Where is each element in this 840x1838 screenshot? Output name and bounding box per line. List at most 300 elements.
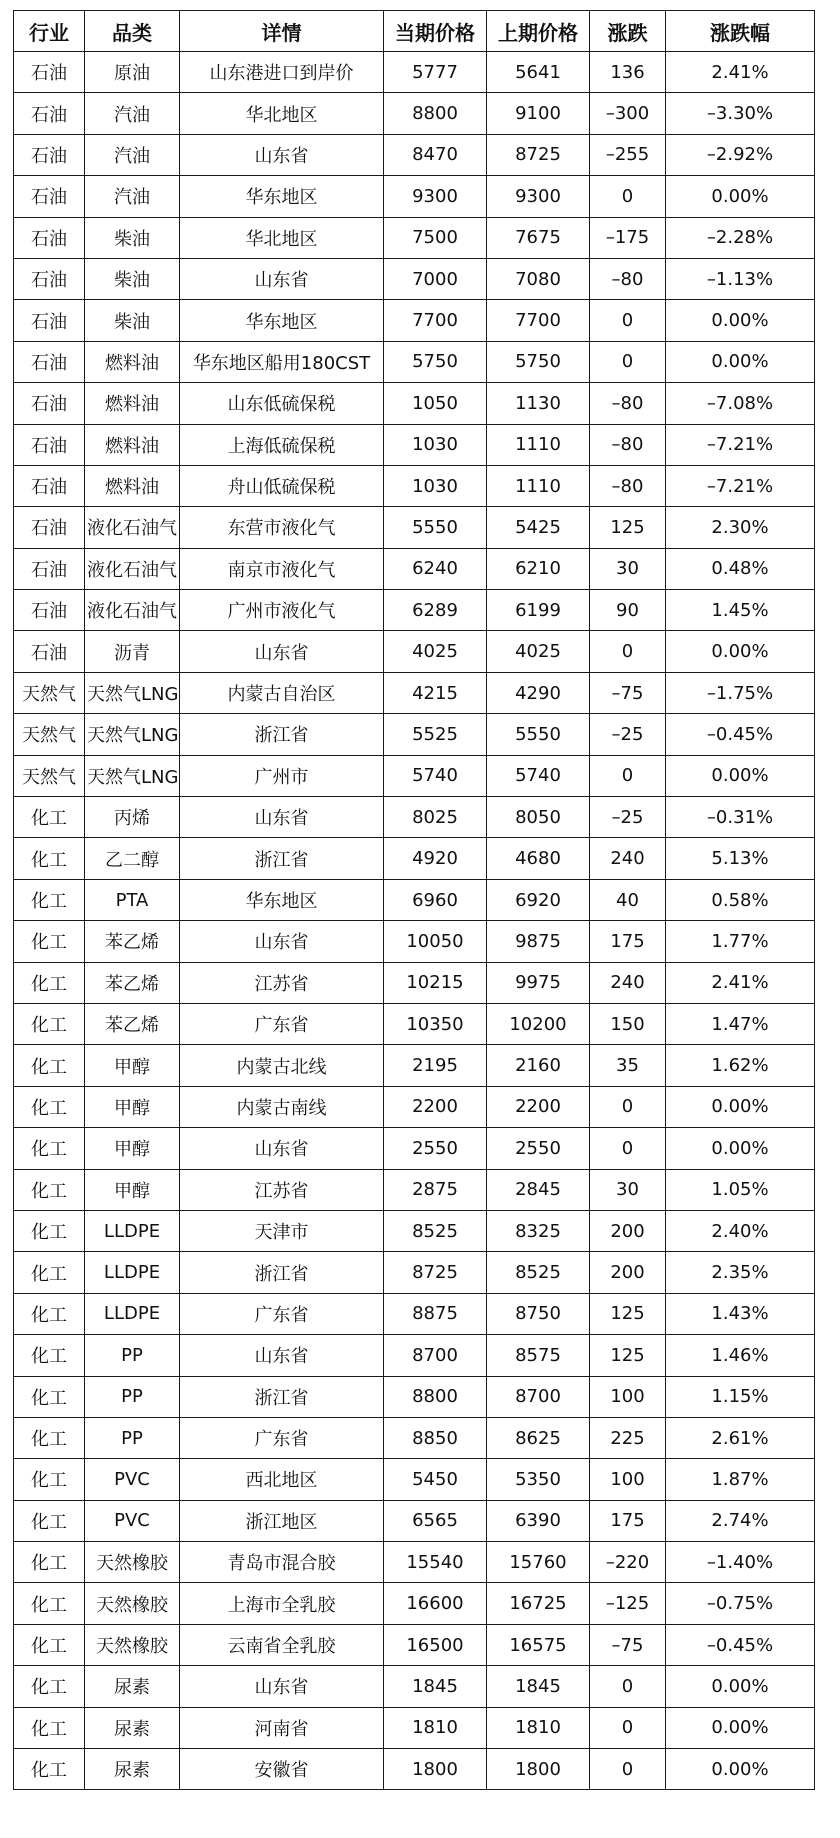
industry-cell: 化工: [14, 1003, 85, 1044]
current-price-cell: 10215: [384, 962, 487, 1003]
previous-price-cell: 7700: [487, 300, 590, 341]
category-cell: PP: [85, 1335, 180, 1376]
header-category: 品类: [85, 11, 180, 52]
change-cell: 0: [590, 176, 666, 217]
current-price-cell: 5550: [384, 507, 487, 548]
table-row: [14, 424, 815, 465]
change-cell: –80: [590, 258, 666, 299]
header-change-pct: 涨跌幅: [666, 11, 815, 52]
table-row: [14, 1128, 815, 1169]
category-cell: PVC: [85, 1500, 180, 1541]
table-row: [14, 1459, 815, 1500]
header-row: [14, 11, 815, 52]
current-price-cell: 1030: [384, 465, 487, 506]
previous-price-cell: 8525: [487, 1252, 590, 1293]
current-price-cell: 1845: [384, 1666, 487, 1707]
category-cell: 柴油: [85, 300, 180, 341]
category-cell: 液化石油气: [85, 590, 180, 631]
change-cell: 175: [590, 1500, 666, 1541]
table-row: [14, 1542, 815, 1583]
category-cell: 燃料油: [85, 341, 180, 382]
table-row: [14, 1707, 815, 1748]
current-price-cell: 7700: [384, 300, 487, 341]
category-cell: 天然气LNG: [85, 672, 180, 713]
detail-cell: 广东省: [180, 1003, 384, 1044]
previous-price-cell: 5750: [487, 341, 590, 382]
category-cell: PP: [85, 1376, 180, 1417]
previous-price-cell: 8050: [487, 797, 590, 838]
change-cell: 0: [590, 1707, 666, 1748]
change-pct-cell: 2.41%: [666, 52, 815, 93]
detail-cell: 内蒙古北线: [180, 1045, 384, 1086]
previous-price-cell: 1110: [487, 424, 590, 465]
current-price-cell: 6960: [384, 879, 487, 920]
current-price-cell: 6289: [384, 590, 487, 631]
category-cell: 原油: [85, 52, 180, 93]
industry-cell: 石油: [14, 383, 85, 424]
change-pct-cell: –1.75%: [666, 672, 815, 713]
category-cell: 燃料油: [85, 465, 180, 506]
current-price-cell: 8800: [384, 93, 487, 134]
change-pct-cell: –0.45%: [666, 1624, 815, 1665]
detail-cell: 浙江省: [180, 838, 384, 879]
table-row: [14, 93, 815, 134]
table-row: [14, 1583, 815, 1624]
header-current-price: 当期价格: [384, 11, 487, 52]
header-detail: 详情: [180, 11, 384, 52]
previous-price-cell: 16575: [487, 1624, 590, 1665]
change-cell: –80: [590, 465, 666, 506]
change-pct-cell: 1.45%: [666, 590, 815, 631]
change-pct-cell: 2.61%: [666, 1417, 815, 1458]
industry-cell: 化工: [14, 1045, 85, 1086]
industry-cell: 化工: [14, 797, 85, 838]
current-price-cell: 5750: [384, 341, 487, 382]
previous-price-cell: 2845: [487, 1169, 590, 1210]
detail-cell: 华东地区: [180, 300, 384, 341]
header-industry: 行业: [14, 11, 85, 52]
previous-price-cell: 9300: [487, 176, 590, 217]
current-price-cell: 6565: [384, 1500, 487, 1541]
previous-price-cell: 5550: [487, 714, 590, 755]
industry-cell: 化工: [14, 1169, 85, 1210]
change-pct-cell: 0.00%: [666, 176, 815, 217]
change-pct-cell: 1.15%: [666, 1376, 815, 1417]
change-cell: 240: [590, 962, 666, 1003]
detail-cell: 山东省: [180, 258, 384, 299]
detail-cell: 浙江省: [180, 1252, 384, 1293]
previous-price-cell: 8625: [487, 1417, 590, 1458]
previous-price-cell: 5425: [487, 507, 590, 548]
previous-price-cell: 1800: [487, 1749, 590, 1790]
industry-cell: 天然气: [14, 672, 85, 713]
change-pct-cell: 1.47%: [666, 1003, 815, 1044]
detail-cell: 广东省: [180, 1293, 384, 1334]
previous-price-cell: 10200: [487, 1003, 590, 1044]
previous-price-cell: 7675: [487, 217, 590, 258]
industry-cell: 石油: [14, 217, 85, 258]
detail-cell: 华东地区船用180CST: [180, 341, 384, 382]
current-price-cell: 9300: [384, 176, 487, 217]
change-cell: –80: [590, 383, 666, 424]
industry-cell: 石油: [14, 300, 85, 341]
change-pct-cell: –1.13%: [666, 258, 815, 299]
change-cell: 150: [590, 1003, 666, 1044]
change-pct-cell: –0.31%: [666, 797, 815, 838]
detail-cell: 华北地区: [180, 93, 384, 134]
current-price-cell: 6240: [384, 548, 487, 589]
current-price-cell: 5740: [384, 755, 487, 796]
change-cell: 100: [590, 1459, 666, 1500]
header-previous-price: 上期价格: [487, 11, 590, 52]
table-row: [14, 962, 815, 1003]
current-price-cell: 8700: [384, 1335, 487, 1376]
change-cell: 0: [590, 1666, 666, 1707]
industry-cell: 石油: [14, 93, 85, 134]
category-cell: 天然气LNG: [85, 755, 180, 796]
category-cell: 甲醇: [85, 1128, 180, 1169]
current-price-cell: 1810: [384, 1707, 487, 1748]
current-price-cell: 8525: [384, 1210, 487, 1251]
industry-cell: 化工: [14, 1542, 85, 1583]
current-price-cell: 8725: [384, 1252, 487, 1293]
detail-cell: 山东省: [180, 1128, 384, 1169]
detail-cell: 云南省全乳胶: [180, 1624, 384, 1665]
previous-price-cell: 5740: [487, 755, 590, 796]
category-cell: PVC: [85, 1459, 180, 1500]
detail-cell: 广州市: [180, 755, 384, 796]
current-price-cell: 8875: [384, 1293, 487, 1334]
previous-price-cell: 2550: [487, 1128, 590, 1169]
table-row: [14, 1749, 815, 1790]
change-cell: 35: [590, 1045, 666, 1086]
change-cell: 0: [590, 1128, 666, 1169]
category-cell: 汽油: [85, 134, 180, 175]
change-pct-cell: –0.45%: [666, 714, 815, 755]
change-cell: –220: [590, 1542, 666, 1583]
table-row: [14, 507, 815, 548]
category-cell: 液化石油气: [85, 548, 180, 589]
detail-cell: 广东省: [180, 1417, 384, 1458]
previous-price-cell: 2200: [487, 1086, 590, 1127]
change-pct-cell: –2.28%: [666, 217, 815, 258]
previous-price-cell: 8325: [487, 1210, 590, 1251]
current-price-cell: 16600: [384, 1583, 487, 1624]
change-cell: 136: [590, 52, 666, 93]
change-pct-cell: –7.08%: [666, 383, 815, 424]
detail-cell: 内蒙古自治区: [180, 672, 384, 713]
previous-price-cell: 4680: [487, 838, 590, 879]
change-cell: –25: [590, 797, 666, 838]
detail-cell: 浙江省: [180, 1376, 384, 1417]
current-price-cell: 4215: [384, 672, 487, 713]
table-row: [14, 755, 815, 796]
change-pct-cell: 5.13%: [666, 838, 815, 879]
category-cell: 甲醇: [85, 1169, 180, 1210]
category-cell: 天然气LNG: [85, 714, 180, 755]
current-price-cell: 1800: [384, 1749, 487, 1790]
industry-cell: 化工: [14, 962, 85, 1003]
current-price-cell: 5450: [384, 1459, 487, 1500]
industry-cell: 化工: [14, 1376, 85, 1417]
previous-price-cell: 5641: [487, 52, 590, 93]
current-price-cell: 8025: [384, 797, 487, 838]
category-cell: 汽油: [85, 93, 180, 134]
industry-cell: 石油: [14, 52, 85, 93]
detail-cell: 东营市液化气: [180, 507, 384, 548]
change-pct-cell: 2.30%: [666, 507, 815, 548]
change-cell: 125: [590, 1335, 666, 1376]
previous-price-cell: 8725: [487, 134, 590, 175]
table-row: [14, 879, 815, 920]
detail-cell: 天津市: [180, 1210, 384, 1251]
table-row: [14, 548, 815, 589]
table-row: [14, 341, 815, 382]
category-cell: 汽油: [85, 176, 180, 217]
table-row: [14, 1045, 815, 1086]
previous-price-cell: 4025: [487, 631, 590, 672]
table-row: [14, 672, 815, 713]
industry-cell: 化工: [14, 1500, 85, 1541]
change-cell: 30: [590, 1169, 666, 1210]
category-cell: PTA: [85, 879, 180, 920]
change-cell: 200: [590, 1210, 666, 1251]
change-cell: 90: [590, 590, 666, 631]
detail-cell: 山东省: [180, 921, 384, 962]
table-row: [14, 1252, 815, 1293]
detail-cell: 山东省: [180, 797, 384, 838]
previous-price-cell: 1130: [487, 383, 590, 424]
industry-cell: 石油: [14, 631, 85, 672]
current-price-cell: 10050: [384, 921, 487, 962]
change-pct-cell: 0.00%: [666, 341, 815, 382]
industry-cell: 化工: [14, 1128, 85, 1169]
change-cell: 0: [590, 755, 666, 796]
change-pct-cell: 2.35%: [666, 1252, 815, 1293]
table-row: [14, 465, 815, 506]
current-price-cell: 7000: [384, 258, 487, 299]
change-cell: –175: [590, 217, 666, 258]
current-price-cell: 10350: [384, 1003, 487, 1044]
category-cell: LLDPE: [85, 1293, 180, 1334]
change-pct-cell: 1.62%: [666, 1045, 815, 1086]
table-row: [14, 838, 815, 879]
previous-price-cell: 2160: [487, 1045, 590, 1086]
change-cell: –75: [590, 1624, 666, 1665]
detail-cell: 南京市液化气: [180, 548, 384, 589]
detail-cell: 山东港进口到岸价: [180, 52, 384, 93]
previous-price-cell: 6390: [487, 1500, 590, 1541]
table-row: [14, 1335, 815, 1376]
detail-cell: 华东地区: [180, 176, 384, 217]
current-price-cell: 8470: [384, 134, 487, 175]
detail-cell: 安徽省: [180, 1749, 384, 1790]
industry-cell: 天然气: [14, 714, 85, 755]
change-pct-cell: 0.00%: [666, 1086, 815, 1127]
previous-price-cell: 8700: [487, 1376, 590, 1417]
industry-cell: 化工: [14, 921, 85, 962]
change-cell: 175: [590, 921, 666, 962]
category-cell: 沥青: [85, 631, 180, 672]
current-price-cell: 2550: [384, 1128, 487, 1169]
category-cell: 天然橡胶: [85, 1542, 180, 1583]
current-price-cell: 1050: [384, 383, 487, 424]
industry-cell: 石油: [14, 258, 85, 299]
category-cell: 丙烯: [85, 797, 180, 838]
detail-cell: 河南省: [180, 1707, 384, 1748]
table-row: [14, 714, 815, 755]
change-cell: –125: [590, 1583, 666, 1624]
table-row: [14, 300, 815, 341]
table-row: [14, 921, 815, 962]
current-price-cell: 8850: [384, 1417, 487, 1458]
table-row: [14, 590, 815, 631]
table-row: [14, 1500, 815, 1541]
change-pct-cell: –3.30%: [666, 93, 815, 134]
current-price-cell: 7500: [384, 217, 487, 258]
change-cell: –80: [590, 424, 666, 465]
current-price-cell: 2875: [384, 1169, 487, 1210]
category-cell: 苯乙烯: [85, 921, 180, 962]
detail-cell: 山东省: [180, 1666, 384, 1707]
current-price-cell: 1030: [384, 424, 487, 465]
detail-cell: 舟山低硫保税: [180, 465, 384, 506]
industry-cell: 化工: [14, 1335, 85, 1376]
industry-cell: 石油: [14, 465, 85, 506]
category-cell: 液化石油气: [85, 507, 180, 548]
previous-price-cell: 7080: [487, 258, 590, 299]
table-body: [14, 52, 815, 1790]
change-pct-cell: –0.75%: [666, 1583, 815, 1624]
current-price-cell: 4025: [384, 631, 487, 672]
detail-cell: 西北地区: [180, 1459, 384, 1500]
table-row: [14, 383, 815, 424]
change-pct-cell: 0.58%: [666, 879, 815, 920]
previous-price-cell: 9100: [487, 93, 590, 134]
change-cell: –75: [590, 672, 666, 713]
category-cell: 柴油: [85, 217, 180, 258]
category-cell: 燃料油: [85, 383, 180, 424]
previous-price-cell: 9975: [487, 962, 590, 1003]
change-pct-cell: 0.48%: [666, 548, 815, 589]
change-pct-cell: 0.00%: [666, 631, 815, 672]
change-cell: 225: [590, 1417, 666, 1458]
header-change: 涨跌: [590, 11, 666, 52]
table-row: [14, 52, 815, 93]
industry-cell: 石油: [14, 548, 85, 589]
change-cell: –255: [590, 134, 666, 175]
category-cell: 天然橡胶: [85, 1583, 180, 1624]
change-cell: 0: [590, 341, 666, 382]
current-price-cell: 2195: [384, 1045, 487, 1086]
detail-cell: 浙江省: [180, 714, 384, 755]
detail-cell: 内蒙古南线: [180, 1086, 384, 1127]
current-price-cell: 16500: [384, 1624, 487, 1665]
current-price-cell: 5525: [384, 714, 487, 755]
change-pct-cell: 1.05%: [666, 1169, 815, 1210]
detail-cell: 山东省: [180, 1335, 384, 1376]
previous-price-cell: 9875: [487, 921, 590, 962]
category-cell: 甲醇: [85, 1045, 180, 1086]
industry-cell: 石油: [14, 176, 85, 217]
category-cell: 尿素: [85, 1666, 180, 1707]
detail-cell: 上海低硫保税: [180, 424, 384, 465]
change-cell: –25: [590, 714, 666, 755]
industry-cell: 化工: [14, 1666, 85, 1707]
industry-cell: 化工: [14, 1459, 85, 1500]
change-pct-cell: 0.00%: [666, 1128, 815, 1169]
industry-cell: 天然气: [14, 755, 85, 796]
table-row: [14, 176, 815, 217]
industry-cell: 化工: [14, 1210, 85, 1251]
detail-cell: 山东省: [180, 134, 384, 175]
detail-cell: 青岛市混合胶: [180, 1542, 384, 1583]
table-row: [14, 1624, 815, 1665]
previous-price-cell: 15760: [487, 1542, 590, 1583]
previous-price-cell: 1845: [487, 1666, 590, 1707]
change-pct-cell: –7.21%: [666, 424, 815, 465]
previous-price-cell: 5350: [487, 1459, 590, 1500]
change-pct-cell: 1.43%: [666, 1293, 815, 1334]
category-cell: LLDPE: [85, 1252, 180, 1293]
previous-price-cell: 1810: [487, 1707, 590, 1748]
change-pct-cell: 1.46%: [666, 1335, 815, 1376]
change-cell: 0: [590, 300, 666, 341]
change-pct-cell: –7.21%: [666, 465, 815, 506]
previous-price-cell: 1110: [487, 465, 590, 506]
category-cell: 天然橡胶: [85, 1624, 180, 1665]
table-row: [14, 134, 815, 175]
current-price-cell: 2200: [384, 1086, 487, 1127]
change-cell: 30: [590, 548, 666, 589]
category-cell: 尿素: [85, 1749, 180, 1790]
industry-cell: 化工: [14, 1086, 85, 1127]
category-cell: 甲醇: [85, 1086, 180, 1127]
detail-cell: 江苏省: [180, 1169, 384, 1210]
detail-cell: 江苏省: [180, 962, 384, 1003]
table-row: [14, 1376, 815, 1417]
current-price-cell: 8800: [384, 1376, 487, 1417]
table-row: [14, 1293, 815, 1334]
table-row: [14, 1210, 815, 1251]
table-row: [14, 1417, 815, 1458]
category-cell: 苯乙烯: [85, 1003, 180, 1044]
table-row: [14, 217, 815, 258]
category-cell: LLDPE: [85, 1210, 180, 1251]
change-pct-cell: 0.00%: [666, 1749, 815, 1790]
previous-price-cell: 8575: [487, 1335, 590, 1376]
industry-cell: 石油: [14, 424, 85, 465]
current-price-cell: 4920: [384, 838, 487, 879]
industry-cell: 化工: [14, 879, 85, 920]
change-cell: 0: [590, 1086, 666, 1127]
change-pct-cell: 0.00%: [666, 1707, 815, 1748]
change-pct-cell: 0.00%: [666, 300, 815, 341]
change-cell: 0: [590, 1749, 666, 1790]
change-pct-cell: 2.40%: [666, 1210, 815, 1251]
detail-cell: 华北地区: [180, 217, 384, 258]
industry-cell: 化工: [14, 1293, 85, 1334]
change-cell: 100: [590, 1376, 666, 1417]
industry-cell: 化工: [14, 1707, 85, 1748]
change-pct-cell: 1.87%: [666, 1459, 815, 1500]
detail-cell: 山东省: [180, 631, 384, 672]
change-pct-cell: –1.40%: [666, 1542, 815, 1583]
detail-cell: 浙江地区: [180, 1500, 384, 1541]
change-pct-cell: 1.77%: [666, 921, 815, 962]
previous-price-cell: 4290: [487, 672, 590, 713]
table-row: [14, 258, 815, 299]
